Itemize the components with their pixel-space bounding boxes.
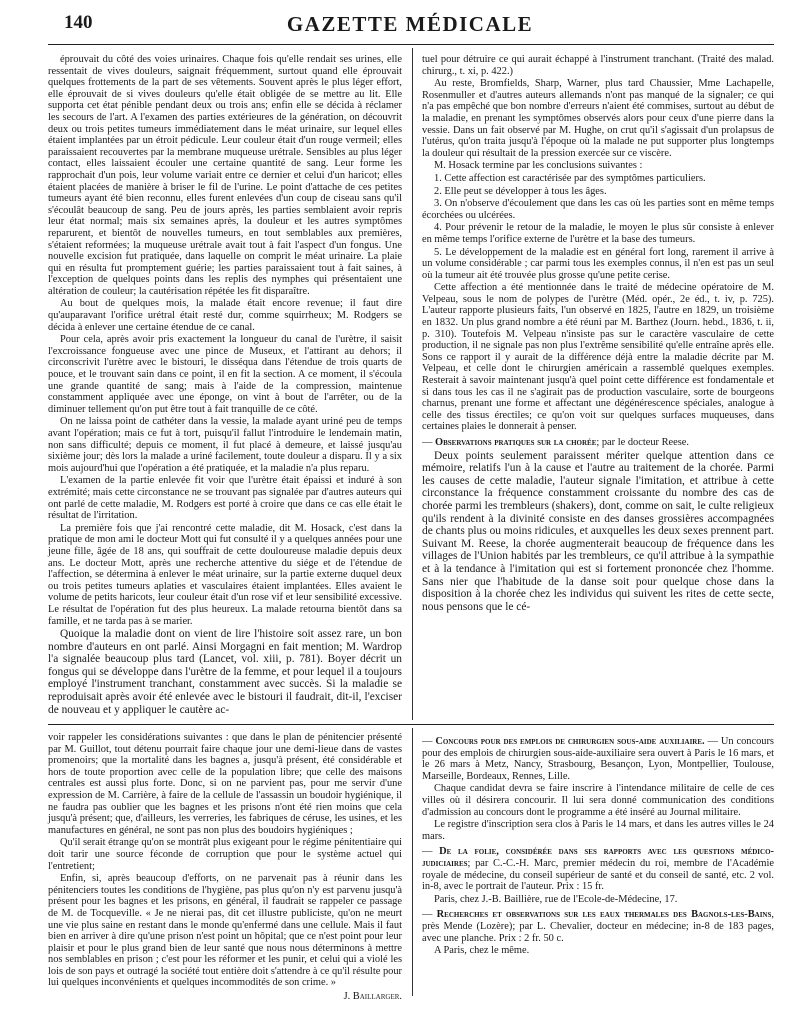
paragraph: tuel pour détruire ce qui aurait échappé à l'instrument tranchant. (Traité des malad. chirurg., t. xi, p. 422.)	[422, 54, 774, 77]
paragraph: Chaque candidat devra se faire inscrire à l'intendance militaire de celle de ces villes où il désirera concourir. Il lui sera donné communication des conditions d'admission au concours dont le programme a été inséré au Journal militaire.	[422, 783, 774, 818]
paragraph: L'examen de la partie enlevée fit voir que l'urètre était épaissi et induré à son extrémité; mais cette circonstance ne se trouvant pas signalée par d'autres auteurs qui ont parlé de cette maladie, M. Rodgers est porté à croire que dans ce cas elle était le résultat de l'irritation.	[48, 475, 402, 522]
page-number: 140	[64, 12, 93, 33]
paragraph: Cette affection a été mentionnée dans le traité de médecine opératoire de M. Velpeau, sous le nom de polypes de l'urètre (Méd. opér., 2e éd., t. iv, p. 725). L'auteur rapporte plusieurs faits, l'un observé en 1825, l'autre en 1829, un troisième en 1832. Un plus grand nombre a été réuni par M. Barthez (Journ. hebd., 1836, t. ii, p. 310). Toutefois M. Velpeau n'insiste pas sur le caractère vasculaire de cette production, il ne signale pas non plus l'extrême sensibilité qu'elle entraîne après elle. Sons ce rapport il y aurait de la différence déjà entre la maladie décrite par M. Velpeau, et celle dont le chirurgien américain a rassemblé quelques exemples. Resterait à savoir maintenant jusqu'à quel point cette différence est fondamentale et si dans tous les cas il ne s'agirait pas de production vasculaire, sorte de bourgeons charnus, prenant une forme et affectant une dégénérescence spéciales, analogue à celle des tissus érectiles; ce qu'on voit sur quelques surfaces muqueuses, dans certaines plaies le donnerait à penser.	[422, 282, 774, 433]
section-text: ; par C.-C.-H. Marc, premier médecin du roi, membre de l'Académie royale de médecine, du conseil supérieur de santé et du conseil de santé, etc. 2 vol. in-8, avec le portrait de l'auteur. Prix : 15 fr.	[422, 857, 774, 893]
paragraph: 1. Cette affection est caractérisée par des symptômes particuliers.	[434, 172, 706, 184]
author-signature: J. Baillarger.	[343, 991, 402, 1003]
paragraph: Enfin, si, après beaucoup d'efforts, on ne parvenait pas à réunir dans les pénitenciers toutes les conditions de l'hygiène, pas plus qu'on n'y est parvenu jusqu'à présent pour les bagnes et les prisons, en général, il faudrait se rappeler ce passage de M. de Tocqueville. « Je ne nierai pas, dit cet illustre publiciste, qu'on ne meurt une vie plus saine en restant dans le monde qu'enfermé dans une cellule. Mais il faut bien en arriver à dire qu'une prison n'est point un hôpital; que ce n'est point pour leur plaisir et pour le plus grand bien de leur santé que nous nous déterminons à mettre nos semblables en prison ; c'est pour les réformer et les punir, et celui qui a violé les lois de son pays et outragé la société tout entière doit s'attendre à ce qu'il résulte pour lui quelques inconvénients et quelques incommodités de son crime. »	[48, 873, 402, 989]
section-text: — Un concours pour des emplois de chirurgien sous-aide-auxiliaire sera ouvert à Paris le 16 mars, et le 26 mars à Metz, Nancy, Strasbourg, Besançon, Lyon, Montpellier, Toulouse, Marseille, Bordeaux, Rennes, Lille.	[422, 736, 774, 782]
paragraph: On ne laissa point de cathéter dans la vessie, la malade ayant uriné peu de temps avant l'opération; mais ce fut à tort, puisqu'il fallut l'introduire le lendemain matin, non sans difficulté; depuis ce moment, il fut placé à demeure, et laissé jusqu'au sixième jour; dès lors la malade a uriné facilement, toute douleur a disparu. Il y a six mois aujourd'hui que l'opération a été pratiquée, et la maladie n'a plus reparu.	[48, 416, 402, 474]
bottom-left-column	[48, 732, 402, 1003]
top-right-column	[422, 54, 774, 716]
paragraph: — Recherches et observations sur les eaux thermales des Bagnols-les-Bains, près Mende (Lozère); par L. Chevalier, docteur en médecine; in-8 de 183 pages, avec une planche. Prix : 2 fr. 50 c.	[422, 909, 774, 944]
paragraph: A Paris, chez le même.	[434, 945, 530, 957]
paragraph: Qu'il serait étrange qu'on se montrât plus exigeant pour le régime pénitentiaire qui doit tarir une source féconde de corruption que pour le système actuel qui l'entretient;	[48, 837, 402, 872]
section-heading: Recherches et observations sur les eaux thermales des Bagnols-les-Bains	[436, 909, 772, 921]
paragraph: Deux points seulement paraissent mériter quelque attention dans ce mémoire, relatifs l'un à la cause et l'autre au traitement de la chorée. Parmi les causes de cette maladie, l'auteur signale l'imitation, et attribue à cette circonstance la fréquence constamment croissante du nombre des cas de chorée parmi les trembleurs (shakers), dont, comme on sait, le culte religieux qu'ils rendent à la divinité consiste en des danses grossières accompagnées de chants plus ou moins ridicules, et auxquelles les deux sexes prennent part. Suivant M. Reese, la chorée augmenterait beaucoup de fréquence dans les villages de l'Union habités par les trembleurs, ce qu'il attribue à la sympathie et à la tendance à l'imitation qui est si fortement prononcée chez l'homme. Sans nier que l'habitude de la danse soit pour quelque chose dans la disposition à la chorée chez les individus qui suivent les rites de cette secte, nous pensons que le cé-	[422, 449, 774, 613]
paragraph: Paris, chez J.-B. Baillière, rue de l'Ecole-de-Médecine, 17.	[434, 893, 678, 905]
column-divider-bottom	[412, 728, 413, 996]
paragraph: 5. Le développement de la maladie est en général fort long, rarement il arrive à un volume considérable ; car parmi tous les exemples connus, il n'en est pas un seul où la tumeur ait été trouvée plus grosse qu'une petite cerise.	[422, 246, 774, 281]
paragraph: Au bout de quelques mois, la malade était encore revenue; il faut dire qu'auparavant l'orifice urétral était resté dur, comme squirrheux; M. Rodgers se décida à enlever une certaine étendue de ce canal.	[48, 298, 402, 333]
paragraph: M. Hosack termine par les conclusions suivantes :	[434, 160, 643, 172]
top-left-column	[48, 54, 402, 716]
paragraph: Quoique la maladie dont on vient de lire l'histoire soit assez rare, un bon nombre d'auteurs en ont parlé. Ainsi Morgagni en fait mention; M. Wardrop l'a signalée beaucoup plus tard (Lancet, vol. xiii, p. 781). Boyer décrit un fongus qui se développe dans l'urètre de la femme, et pour lequel il a toujours employé l'instrument tranchant, constamment avec succès. Si la maladie se reproduisait après avoir été enlevée avec le bistouri il faudrait, dit-il, l'exciser de nouveau et y appliquer le cautère ac-	[48, 628, 402, 716]
section-text: ; par le docteur Reese.	[596, 437, 689, 448]
paragraph: — De la folie, considérée dans ses rapports avec les questions médico-judiciaires; par C.-C.-H. Marc, premier médecin du roi, membre de l'Académie royale de médecine, du conseil supérieur de santé et du conseil de santé, etc. 2 vol. in-8, avec le portrait de l'auteur. Prix : 15 fr.	[422, 846, 774, 893]
section-heading: De la folie, considérée dans ses rapports avec les questions médico-judiciaires	[422, 846, 774, 869]
header-rule	[48, 44, 774, 45]
paragraph: Pour cela, après avoir pris exactement la longueur du canal de l'urètre, il saisit l'excroissance fongueuse avec une pince de Museux, et l'attirant au dehors; il circonscrivit l'urètre avec le bistouri, le disséqua dans l'étendue de trois quarts de pouce, et le trouvant sain dans ce point, il en fit la section. A ce moment, il s'écoula une grande quantité de sang; mais à l'aide de la compression, maintenue constamment appliquée avec une éponge, on vint à bout de l'arrêter, ou de la diminuer tellement qu'on put être tout à fait tranquille de ce côté.	[48, 334, 402, 415]
column-divider-top	[412, 48, 413, 720]
paragraph: éprouvait du côté des voies urinaires. Chaque fois qu'elle rendait ses urines, elle ressentait de vives douleurs, saignait fréquemment, surtout quand elle éprouvait quelques frottements de la part de ses vêtements. Souvent après le plus léger effort, elle éprouvait de si vives douleurs qu'elle était obligée de se mettre au lit. Elle supporta cet état pénible pendant deux ou trois ans; enfin elle se décida à réclamer les secours de l'art. A l'examen des parties extérieures de la génération, on découvrit deux ou trois petites tumeurs immédiatement dans le méat urinaire, sur lequel elles étaient implantées par un étroit pédicule. Leur couleur était d'un rouge vermeil; elles paraissaient recouvertes par la membrane muqueuse urétrale. Sensibles au plus léger contact, elles laissaient écouler une certaine quantité de sang. Leur forme les rapprochait d'un pois, leur volume variait entre ce dernier et celui d'un haricot; elles étaient placées de manière à briser le fil de l'urine. Le point d'attache de ces petites tumeurs ayant été bien reconnu, elles furent enlevées d'un coup de ciseau sans qu'il s'écoulât beaucoup de sang. Peu de jours après, les parties semblaient avoir repris leur état normal; mais six semaines après, la douleur et les autres symptômes reparurent, et bientôt de nouvelles tumeurs, en tout semblables aux premières, s'étaient reformées; la muqueuse urétrale avait tout à fait l'aspect d'un fongus. Une nouvelle excision fut pratiquée, dans laquelle on comprit le méat urinaire. La plaie qui en résulta fut promptement guérie; les parties paraissaient tout à fait saines, à l'exception de quelques points dans les replis des nymphes qui présentaient une altération de couleur; la cautérisation répétée les fit disparaître.	[48, 54, 402, 297]
section-rule	[48, 724, 774, 725]
paragraph: — Concours pour des emplois de chirurgien sous-aide auxiliaire. — Un concours pour des emplois de chirurgien sous-aide-auxiliaire sera ouvert à Paris le 16 mars, et le 26 mars à Metz, Nancy, Strasbourg, Besançon, Lyon, Montpellier, Toulouse, Marseille, Bordeaux, Rennes, Lille.	[422, 736, 774, 782]
bottom-right-column	[422, 732, 774, 988]
paragraph: voir rappeler les considérations suivantes : que dans le plan de pénitencier présenté par M. Guillot, tout détenu pourrait faire chaque jour une demi-lieue dans de vastes promenoirs; que la mortalité dans les bagnes a, jusqu'à présent, été considérable et hors de toute proportion avec celle de la population libre; que celle des maisons centrales est aussi plus forte. Donc, si on ne parvient pas, pour me servir d'une expression de M. Carrière, à faire de la cellule de l'assassin un boudoir hygiénique, il ne faudra pas oublier que les bagnes et les prisons n'ont été rien moins que cela jusqu'à présent; que, d'ailleurs, les verreries, les fabriques de céruse, les usines, et les manufactures en général, ne sont pas non plus des boudoirs hygiéniques ;	[48, 732, 402, 836]
paragraph: Le registre d'inscription sera clos à Paris le 14 mars, et dans les autres villes le 24 mars.	[422, 819, 774, 842]
paragraph: 2. Elle peut se développer à tous les âges.	[434, 185, 607, 197]
section-text: , près Mende (Lozère); par L. Chevalier, docteur en médecine; in-8 de 183 pages, avec une planche. Prix : 2 fr. 50 c.	[422, 909, 774, 944]
paragraph: 3. On n'observe d'écoulement que dans les cas où les parties sont en même temps écorchées ou ulcérées.	[422, 198, 774, 221]
section-heading: Observations pratiques sur la chorée	[435, 437, 597, 448]
paragraph: Au reste, Bromfields, Sharp, Warner, plus tard Chaussier, Mme Lachapelle, Rosenmuller et d'autres auteurs allemands n'ont pas manqué de la signaler; ce qui n'a pas empêché que bon nombre d'erreurs n'aient été commises, surtout au début de la maladie, en prenant les symptômes observés alors pour ceux d'une pierre dans la vessie. Dans un fait observé par M. Hughe, on crut qu'il s'agissait d'un prolapsus de l'utérus, qu'on traita jusqu'à l'époque où la malade ne put supporter plus longtemps la douleur qui résultait de la pression exercée sur ce viscère.	[422, 78, 774, 159]
section-heading: Concours pour des emplois de chirurgien sous-aide auxiliaire.	[435, 736, 705, 747]
paragraph: 4. Pour prévenir le retour de la maladie, le moyen le plus sûr consiste à enlever en même temps l'orifice externe de l'urètre et la base des tumeurs.	[422, 222, 774, 245]
publication-title: GAZETTE MÉDICALE	[286, 12, 534, 36]
page-header	[40, 6, 780, 44]
paragraph: — Observations pratiques sur la chorée; par le docteur Reese.	[422, 437, 689, 448]
paragraph: La première fois que j'ai rencontré cette maladie, dit M. Hosack, c'est dans la pratique de mon ami le docteur Mott qui fut consulté il y a quelques années pour une jeune fille, âgée de 18 ans, qui souffrait de cette douloureuse maladie depuis deux ans. Le docteur Mott, après une recherche attentive du siége et de l'étendue de l'affection, se détermina à enlever le méat urinaire, sur la partie externe duquel deux ou trois petites tumeurs aplaties et vasculaires étaient implantées. Elles avaient le volume de petits haricots, leur couleur était d'un rose vif et leur sensibilité excessive. Le résultat de l'opération fut des plus heureux. La malade retourna bientôt dans sa famille, et ne tarda pas à se marier.	[48, 522, 402, 627]
